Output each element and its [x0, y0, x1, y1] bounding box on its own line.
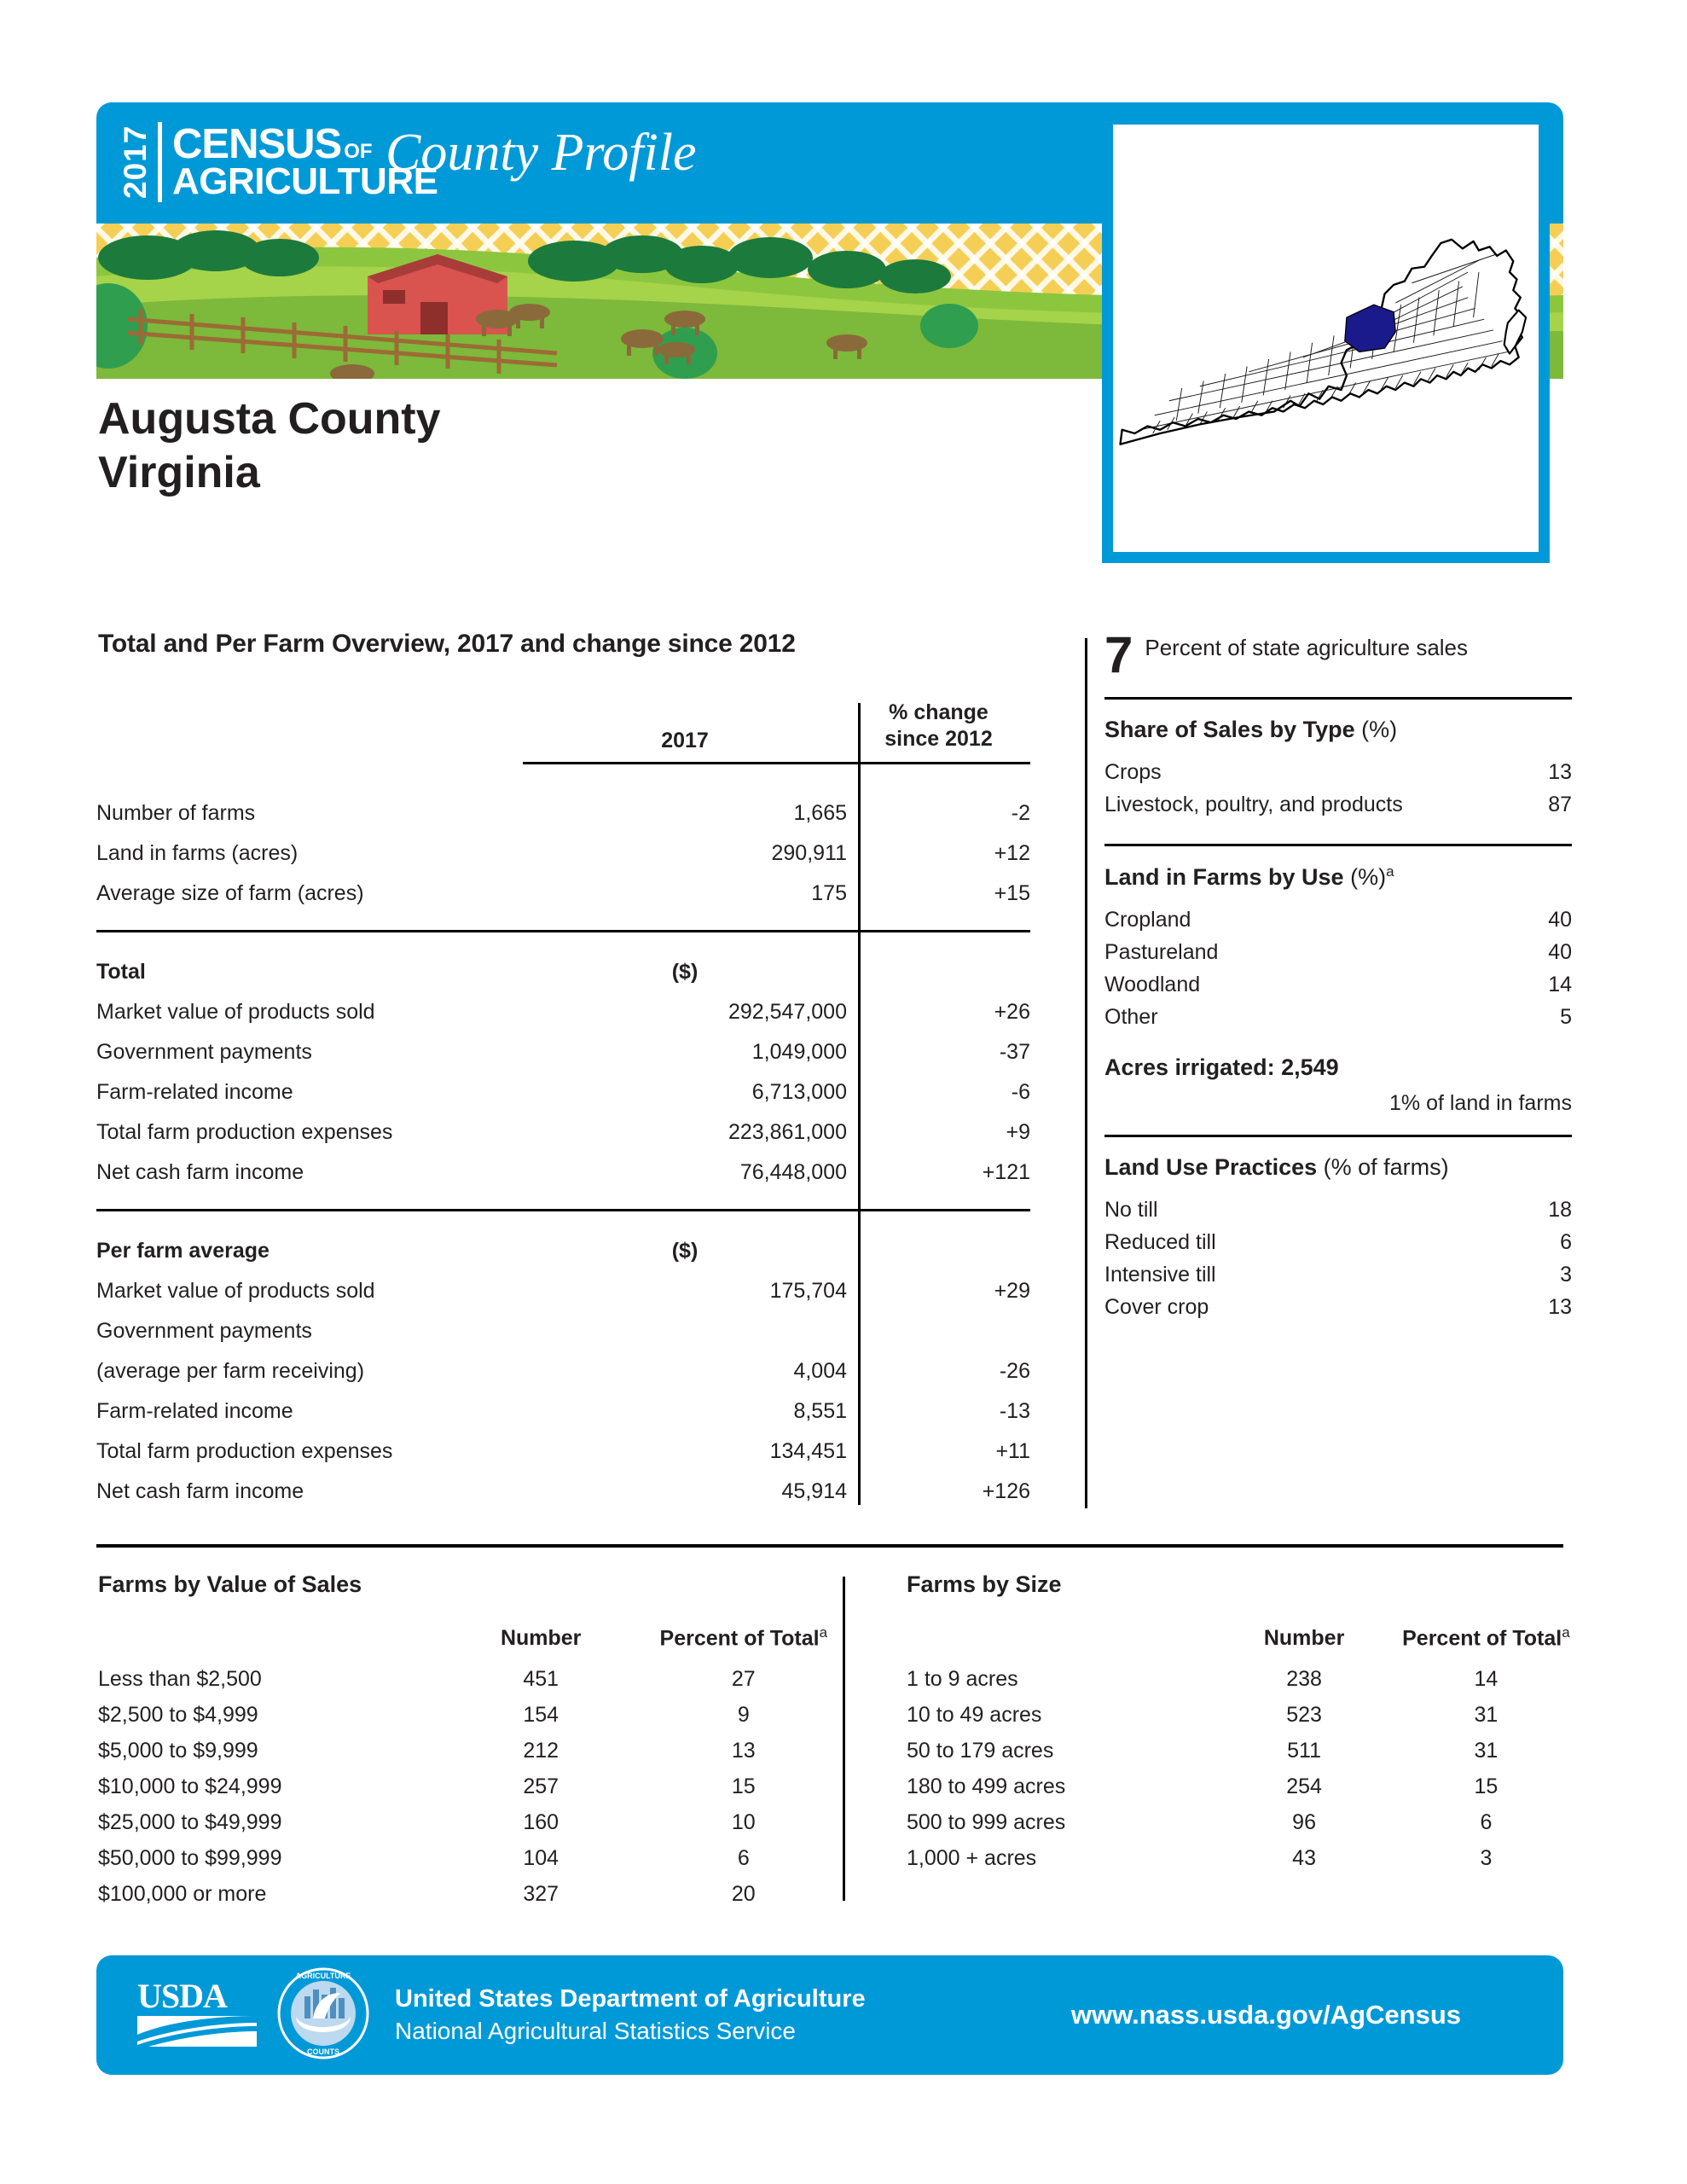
- section-label: Per farm average: [96, 1238, 270, 1263]
- agency-subname: National Agricultural Statistics Service: [395, 2017, 796, 2044]
- seal-bottom-text: COUNTS: [307, 2047, 339, 2056]
- table-row: [907, 1804, 1580, 1840]
- page-title: County Profile: [386, 124, 697, 182]
- footnote-marker: a: [819, 1624, 828, 1641]
- table-row: [907, 1697, 1580, 1733]
- row-number: 212: [523, 1738, 559, 1763]
- row-change: -2: [1011, 800, 1030, 825]
- item-label: Cover crop: [1104, 1295, 1209, 1320]
- col-header-number: Number: [500, 1625, 582, 1650]
- item-label: No till: [1104, 1198, 1158, 1223]
- row-change: -13: [999, 1398, 1030, 1423]
- row-percent: 10: [731, 1809, 756, 1834]
- list-item: [1104, 1230, 1572, 1263]
- row-percent: 31: [1474, 1738, 1499, 1763]
- row-value: 76,448,000: [739, 1159, 847, 1184]
- row-category: Less than $2,500: [98, 1666, 262, 1691]
- share-of-sales-heading: Share of Sales by Type (%): [1104, 717, 1398, 743]
- item-label: Intensive till: [1104, 1263, 1216, 1287]
- row-value: 6,713,000: [751, 1079, 847, 1104]
- list-item: [1104, 908, 1572, 940]
- item-label: Cropland: [1104, 908, 1191, 932]
- table-row: [98, 1876, 849, 1912]
- list-item: [1104, 973, 1572, 1005]
- row-category: 180 to 499 acres: [907, 1774, 1066, 1798]
- row-label: Net cash farm income: [96, 1159, 304, 1184]
- table-row: [98, 1769, 849, 1804]
- row-value: 1,665: [793, 800, 847, 825]
- table-row: [98, 1733, 849, 1769]
- row-category: $50,000 to $99,999: [98, 1845, 282, 1870]
- table-header-row: [907, 1622, 1580, 1661]
- right-column-divider: [1085, 638, 1087, 1508]
- list-item: [1104, 1263, 1572, 1295]
- table-row: [96, 1263, 1030, 1304]
- usda-logo-icon: [137, 1978, 265, 2048]
- share-of-sales-list: [1104, 760, 1572, 825]
- row-value: 223,861,000: [728, 1119, 847, 1144]
- logo-agriculture-word: AGRICULTURE: [172, 160, 438, 202]
- state-share-label: Percent of state agriculture sales: [1145, 635, 1469, 660]
- item-value: 13: [1548, 760, 1572, 785]
- table-row: [98, 1661, 849, 1697]
- row-number: 451: [523, 1666, 559, 1691]
- seal-top-text: AGRICULTURE: [295, 1971, 351, 1980]
- overview-heading: Total and Per Farm Overview, 2017 and change since 2012: [98, 630, 796, 658]
- row-value: 1,049,000: [751, 1039, 847, 1064]
- item-value: 6: [1560, 1230, 1572, 1255]
- row-percent: 6: [737, 1845, 750, 1870]
- table-row: [907, 1661, 1580, 1697]
- table-row: [96, 1025, 1030, 1065]
- row-change: -37: [999, 1039, 1030, 1064]
- row-number: 43: [1292, 1845, 1316, 1870]
- row-value: 290,911: [771, 840, 847, 865]
- row-change: +126: [982, 1478, 1030, 1503]
- county-name-block: [98, 392, 441, 501]
- land-in-farms-by-use-heading: Land in Farms by Use (%)$^a$: [1104, 863, 1394, 891]
- item-label: Crops: [1104, 760, 1162, 785]
- list-item: [1104, 760, 1572, 793]
- row-percent: 9: [737, 1702, 750, 1727]
- table-row: [98, 1697, 849, 1733]
- row-category: $100,000 or more: [98, 1881, 267, 1906]
- row-label: Average size of farm (acres): [96, 880, 364, 905]
- row-percent: 3: [1480, 1845, 1493, 1870]
- row-category: $5,000 to $9,999: [98, 1738, 258, 1763]
- list-item: [1104, 1005, 1572, 1037]
- row-number: 511: [1287, 1738, 1322, 1763]
- table-row: [907, 1733, 1580, 1769]
- item-value: 14: [1548, 973, 1572, 997]
- row-change: -6: [1011, 1079, 1030, 1104]
- row-percent: 27: [731, 1666, 756, 1691]
- row-value: 4,004: [793, 1358, 847, 1383]
- row-number: 154: [523, 1702, 559, 1727]
- item-label: Pastureland: [1104, 940, 1219, 965]
- row-number: 523: [1286, 1702, 1322, 1727]
- row-category: 10 to 49 acres: [907, 1702, 1042, 1727]
- table-row: [98, 1840, 849, 1876]
- row-percent: 15: [1474, 1774, 1499, 1798]
- table-row: [96, 1424, 1030, 1464]
- row-number: 327: [523, 1881, 559, 1906]
- row-label: Market value of products sold: [96, 999, 375, 1024]
- land-use-practices-heading: Land Use Practices (% of farms): [1104, 1154, 1449, 1181]
- table-row: [96, 786, 1030, 826]
- col-header-percent: Percent of Total$^a$: [659, 1624, 828, 1651]
- state-share-block: [1094, 626, 1572, 683]
- table-row: [96, 866, 1030, 906]
- overview-table: [96, 700, 1030, 1504]
- row-label: Government payments: [96, 1318, 312, 1343]
- row-value: 8,551: [793, 1398, 847, 1423]
- row-change: +26: [994, 999, 1030, 1024]
- footer-agency-text: [395, 1984, 866, 2047]
- logo-divider: [158, 122, 162, 202]
- list-item: [1104, 940, 1572, 973]
- bottom-section-divider: [96, 1544, 1563, 1548]
- divider: [1104, 844, 1572, 846]
- table-heading: Farms by Value of Sales: [98, 1571, 362, 1597]
- row-category: 500 to 999 acres: [907, 1809, 1066, 1834]
- table-row: [96, 1464, 1030, 1504]
- table-row: [98, 1804, 849, 1840]
- row-label: Number of farms: [96, 800, 256, 825]
- row-value: 45,914: [781, 1478, 847, 1503]
- row-label: Total farm production expenses: [96, 1119, 393, 1144]
- overview-header-row: [96, 700, 1030, 760]
- right-column: [1094, 626, 1572, 1327]
- row-value: 134,451: [769, 1438, 847, 1463]
- item-label: Livestock, poultry, and products: [1104, 793, 1403, 817]
- row-change: +9: [1006, 1119, 1030, 1144]
- row-label: Net cash farm income: [96, 1478, 304, 1503]
- row-percent: 15: [731, 1774, 756, 1798]
- state-share-number: 7: [1104, 626, 1133, 683]
- row-number: 96: [1292, 1809, 1316, 1834]
- item-value: 18: [1548, 1198, 1572, 1223]
- footnote-marker: a: [1562, 1624, 1570, 1641]
- section-label: Total: [96, 959, 146, 984]
- row-change: [847, 1304, 1030, 1344]
- row-category: 1 to 9 acres: [907, 1666, 1018, 1691]
- row-category: $2,500 to $4,999: [98, 1702, 258, 1727]
- farms-by-size-table: [907, 1571, 1580, 1876]
- row-label: Farm-related income: [96, 1398, 293, 1423]
- divider: [1104, 1135, 1572, 1137]
- row-percent: 20: [731, 1881, 756, 1906]
- farms-by-value-of-sales-table: [98, 1571, 849, 1912]
- row-value: 175,704: [769, 1278, 847, 1303]
- row-change: +15: [994, 880, 1030, 905]
- table-row: [96, 1065, 1030, 1105]
- row-value: 175: [811, 880, 847, 905]
- row-category: $10,000 to $24,999: [98, 1774, 282, 1798]
- agriculture-counts-seal-icon: [277, 1967, 369, 2059]
- table-row: [907, 1769, 1580, 1804]
- state-name: Virginia: [98, 448, 260, 498]
- list-item: [1104, 1198, 1572, 1230]
- list-item: [1104, 793, 1572, 825]
- item-value: 13: [1548, 1295, 1572, 1320]
- table-row: [96, 1384, 1030, 1424]
- section-unit: ($): [671, 1238, 699, 1263]
- table-row: [96, 826, 1030, 866]
- row-number: 238: [1286, 1666, 1322, 1691]
- row-label: Land in farms (acres): [96, 840, 299, 865]
- acres-irrigated-sub: 1% of land in farms: [1389, 1091, 1572, 1116]
- row-percent: 31: [1474, 1702, 1499, 1727]
- footnote-marker: a: [1386, 863, 1394, 880]
- col-header-percent: Percent of Total$^a$: [1402, 1624, 1570, 1651]
- row-number: 160: [523, 1809, 559, 1834]
- row-label: Farm-related income: [96, 1079, 293, 1104]
- row-label: (average per farm receiving): [96, 1358, 365, 1383]
- row-number: 257: [523, 1774, 559, 1798]
- table-row: [96, 985, 1030, 1025]
- table-row: [96, 1105, 1030, 1145]
- row-value: 292,547,000: [728, 999, 847, 1024]
- row-change: +121: [982, 1159, 1030, 1184]
- item-value: 3: [1560, 1263, 1572, 1287]
- row-label: Government payments: [96, 1039, 312, 1064]
- row-number: 254: [1286, 1774, 1322, 1798]
- item-label: Reduced till: [1104, 1230, 1216, 1255]
- logo-of-word: OF: [344, 139, 373, 163]
- row-percent: 6: [1480, 1809, 1493, 1834]
- item-value: 87: [1548, 793, 1572, 817]
- row-change: +11: [995, 1438, 1030, 1463]
- logo-census-word: CENSUS: [172, 120, 342, 167]
- virginia-map-icon: [1113, 125, 1539, 552]
- item-value: 40: [1548, 940, 1572, 965]
- table-row: [96, 1145, 1030, 1185]
- row-value: [523, 1304, 847, 1344]
- section-unit: ($): [671, 959, 699, 984]
- table-row: [96, 1304, 1030, 1344]
- table-row: [907, 1840, 1580, 1876]
- col-header-2017: 2017: [661, 728, 709, 752]
- divider: [1104, 697, 1572, 700]
- usda-logo: [137, 1978, 265, 2053]
- list-item: [1104, 1295, 1572, 1327]
- state-locator-map: [1102, 113, 1550, 563]
- section-header-per-farm: [96, 1211, 1030, 1263]
- row-percent: 14: [1474, 1666, 1499, 1691]
- row-change: +12: [994, 840, 1030, 865]
- land-in-farms-by-use-list: [1104, 908, 1572, 1037]
- footer-url[interactable]: www.nass.usda.gov/AgCensus: [1070, 2000, 1461, 2030]
- row-category: $25,000 to $49,999: [98, 1809, 282, 1834]
- col-header-number: Number: [1263, 1625, 1345, 1650]
- svg-text:USDA: USDA: [137, 1978, 227, 2015]
- footer-band: [96, 1955, 1563, 2075]
- row-category: 50 to 179 acres: [907, 1738, 1054, 1763]
- row-label: Total farm production expenses: [96, 1438, 393, 1463]
- item-label: Other: [1104, 1005, 1158, 1030]
- acres-irrigated-label: Acres irrigated: 2,549: [1104, 1054, 1339, 1081]
- col-header-change: % change since 2012: [884, 700, 993, 752]
- item-value: 40: [1548, 908, 1572, 932]
- row-change: -26: [999, 1358, 1030, 1383]
- table-row: [96, 1344, 1030, 1384]
- county-name: Augusta County: [98, 394, 441, 444]
- item-value: 5: [1560, 1005, 1572, 1030]
- row-category: 1,000 + acres: [907, 1845, 1037, 1870]
- table-heading: Farms by Size: [907, 1571, 1062, 1597]
- table-header-row: [98, 1622, 849, 1661]
- agriculture-counts-seal: [277, 1967, 369, 2064]
- section-header-total: [96, 932, 1030, 985]
- row-label: Market value of products sold: [96, 1278, 375, 1303]
- row-number: 104: [523, 1845, 559, 1870]
- land-use-practices-list: [1104, 1198, 1572, 1327]
- item-label: Woodland: [1104, 973, 1201, 997]
- logo-year: 2017: [118, 125, 153, 200]
- row-change: +29: [994, 1278, 1030, 1303]
- row-percent: 13: [731, 1738, 756, 1763]
- agency-name: United States Department of Agriculture: [395, 1984, 866, 2013]
